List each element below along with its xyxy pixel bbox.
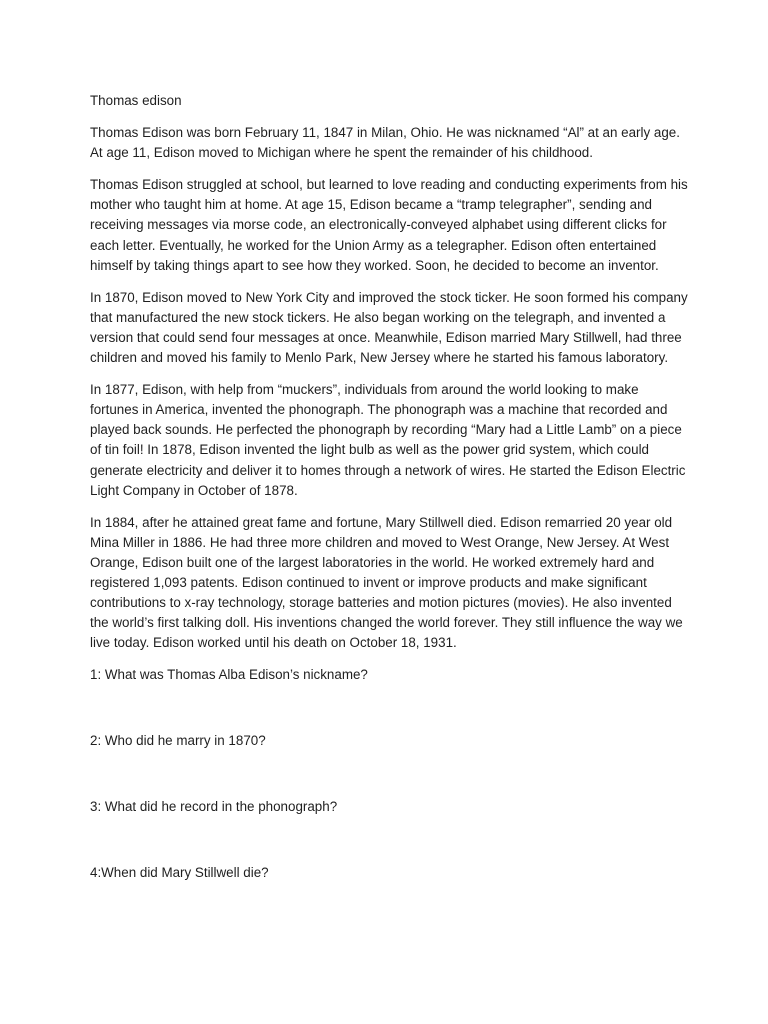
question-3: 3: What did he record in the phonograph? <box>90 799 338 815</box>
question-1: 1: What was Thomas Alba Edison’s nickname? <box>90 667 368 683</box>
paragraph-later-life: In 1884, after he attained great fame and fortune, Mary Stillwell died. Edison remarried 20 year old Mina Miller in 1886. He had three more children and moved to West Orange, New Jersey. At West Orange, Edison built one of the largest laboratories in the world. He worked extremely hard and registered 1,093 patents. Edison continued to invent or improve products and make significant contributions to x-ray technology, storage batteries and motion pictures (movies). He also invented the world’s first talking doll. His inventions changed the world forever. They still influence the way we live today. Edison worked until his death on October 18, 1931. <box>90 514 683 651</box>
paragraph-early-life: Thomas Edison struggled at school, but learned to love reading and conducting experiments from his mother who taught him at home. At age 15, Edison became a “tramp telegrapher”, sending and receiving messages via morse code, an electronically-conveyed alphabet using different clicks for each letter. Eventually, he worked for the Union Army as a telegrapher. Edison often entertained himself by taking things apart to see how they worked. Soon, he decided to become an inventor. <box>90 177 688 273</box>
question-4: 4:When did Mary Stillwell die? <box>90 865 269 881</box>
document-title: Thomas edison <box>90 93 182 108</box>
paragraph-new-york: In 1870, Edison moved to New York City and improved the stock ticker. He soon formed his company that manufactured the new stock tickers. He also began working on the telegraph, and invented a version that could send four messages at once. Meanwhile, Edison married Mary Stillwell, had three children and moved his family to Menlo Park, New Jersey where he started his famous laboratory. <box>90 289 688 366</box>
question-list <box>90 665 690 929</box>
paragraph-phonograph: In 1877, Edison, with help from “muckers”, individuals from around the world looking to make fortunes in America, invented the phonograph. The phonograph was a machine that recorded and played back sounds. He perfected the phonograph by recording “Mary had a Little Lamb” on a piece of tin foil! In 1878, Edison invented the light bulb as well as the power grid system, which could generate electricity and deliver it to homes through a network of wires. He started the Edison Electric Light Company in October of 1878. <box>90 382 686 498</box>
question-2: 2: Who did he marry in 1870? <box>90 733 266 749</box>
document-body <box>90 91 690 929</box>
paragraph-birth: Thomas Edison was born February 11, 1847 in Milan, Ohio. He was nicknamed “Al” at an early age. At age 11, Edison moved to Michigan where he spent the remainder of his childhood. <box>90 125 680 161</box>
